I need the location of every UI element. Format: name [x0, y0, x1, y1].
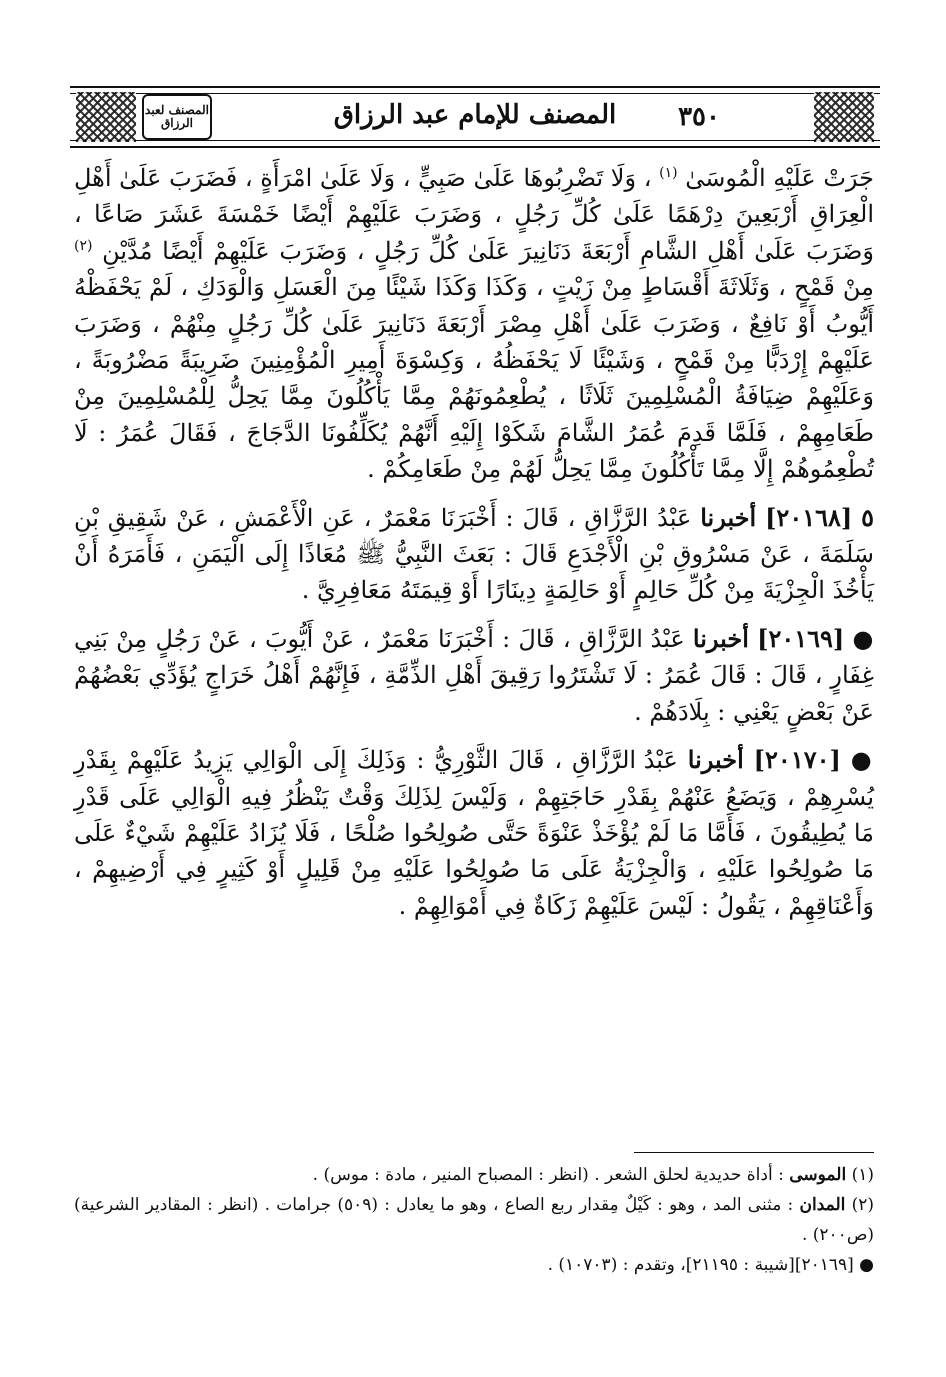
- footnotes: [74, 1160, 874, 1280]
- footnote-text: : أداة حديدية لحلق الشعر . (انظر : المصباح المنير ، مادة : موس) .: [312, 1165, 784, 1185]
- seal-left-text: المصنف لعبد الرزاق: [145, 103, 209, 130]
- footnote-3: [74, 1250, 874, 1280]
- footnote-text: [٢٠١٦٩][شيبة : ٢١١٩٥]، وتقدم : (١٠٧٠٣) .: [547, 1255, 854, 1275]
- header-title: المصنف للإمام عبد الرزاق: [333, 100, 617, 130]
- akhbarana-label: أخبرنا: [687, 745, 744, 775]
- hadith-bullet-icon: ●: [852, 623, 874, 653]
- hadith-text: عَبْدُ الرَّزَّاقِ ، قَالَ الثَّوْرِيُّ : وَذَلِكَ إِلَى الْوَالِي يَزِيدُ عَلَيْهِمْ بِقَدْرِ يُسْرِهِمْ ، وَيَضَعُ عَنْهُمْ بِقَدْرِ حَاجَتِهِمْ ، وَلَيْسَ لِذَلِكَ وَقْتٌ يَنْظُرُ فِيهِ الْوَالِي عَلَى قَدْرِ مَا يُطِيقُونَ ، فَأَمَّا مَا لَمْ يُؤْخَذْ عَنْوَةً حَتَّى صُولِحُوا صُلْحًا ، فَلَا يُزَادُ عَلَيْهِمْ شَيْءٌ عَلَى مَا صُولِحُوا عَلَيْهِ ، وَالْجِزْيَةُ عَلَى مَا صُولِحُوا عَلَيْهِ مِنْ قَلِيلٍ أَوْ كَثِيرٍ فِي أَرْضِيهِمْ ، وَأَعْنَاقِهِمْ ، يَقُولُ : لَيْسَ عَلَيْهِمْ زَكَاةٌ فِي أَمْوَالِهِمْ .: [74, 746, 874, 920]
- hadith-20170: [74, 742, 874, 924]
- hadith-bullet-icon: ●: [850, 745, 874, 775]
- akhbarana-label: أخبرنا: [692, 623, 749, 653]
- footnote-2: [74, 1190, 874, 1250]
- footnote-bullet-icon: ●: [859, 1255, 874, 1275]
- footnote-text: : مثنى المد ، وهو : كَيْلٌ مِقدار ربع الصاع ، وهو ما يعادل : (٥٠٩) جرامات . (انظر : المقادير الشرعية) (ص٢٠٠) .: [74, 1195, 874, 1245]
- hadith-number: [٢٠١٦٩]: [757, 623, 845, 653]
- footnote-number: (١): [851, 1165, 874, 1185]
- paragraph-continuation: [74, 160, 874, 488]
- para1-start: جَرَتْ عَلَيْهِ الْمُوسَىٰ: [685, 164, 874, 192]
- hadith-marker-icon: ٥: [861, 502, 874, 532]
- main-text: [74, 160, 874, 924]
- hadith-number: [٢٠١٦٨]: [765, 502, 853, 532]
- page-number: ٣٥٠: [678, 102, 720, 132]
- footnote-separator: [634, 1152, 874, 1153]
- hadith-text: عَبْدُ الرَّزَّاقِ ، قَالَ : أَخْبَرَنَا مَعْمَرٌ ، عَنِ الْأَعْمَشِ ، عَنْ شَقِيقِ بْنِ سَلَمَةَ ، عَنْ مَسْرُوقِ بْنِ الْأَجْدَعِ قَالَ : بَعَثَ النَّبِيُّ ﷺ مُعَاذًا إِلَى الْيَمَنِ ، فَأَمَرَهُ أَنْ يَأْخُذَ الْجِزْيَةَ مِنْ كُلِّ حَالِمٍ أَوْ حَالِمَةٍ دِينَارًا أَوْ قِيمَتَهُ مَعَافِرِيَّ .: [74, 503, 874, 605]
- footnote-term: المدان: [799, 1195, 846, 1215]
- hadith-20169: [74, 621, 874, 730]
- footnote-marker-2: (٢): [74, 237, 93, 254]
- hadith-20168: [74, 500, 874, 609]
- footnote-marker-1: (١): [659, 165, 678, 181]
- hadith-number: [٢٠١٧٠]: [753, 745, 841, 775]
- footnote-1: [74, 1160, 874, 1190]
- hadith-text: عَبْدُ الرَّزَّاقِ ، قَالَ : أَخْبَرَنَا مَعْمَرٌ ، عَنْ أَيُّوبَ ، عَنْ رَجُلٍ مِنْ بَنِي غِفَارٍ ، قَالَ : قَالَ عُمَرُ : لَا تَشْتَرُوا رَقِيقَ أَهْلِ الذِّمَّةِ ، فَإِنَّهُمْ أَهْلُ خَرَاجٍ يُؤَدِّي بَعْضُهُمْ عَنْ بَعْضٍ يَعْنِي : بِلَادَهُمْ .: [74, 624, 874, 726]
- para1-end: مِنْ قَمْحٍ ، وَثَلَاثَةَ أَقْسَاطٍ مِنْ زَيْتٍ ، وَكَذَا وَكَذَا شَيْئًا مِنَ الْعَسَلِ وَالْوَدَكِ ، لَمْ يَحْفَظْهُ أَيُّوبُ أَوْ نَافِعٌ ، وَضَرَبَ عَلَىٰ أَهْلِ مِصْرَ أَرْبَعَةَ دَنَانِيرَ عَلَىٰ كُلِّ رَجُلٍ مِنْهُمْ ، وَضَرَبَ عَلَيْهِمْ إِرْدَبًّا مِنْ قَمْحٍ ، وَشَيْئًا لَا يَحْفَظُهُ ، وَكِسْوَةَ أَمِيرِ الْمُؤْمِنِينَ ضَرِيبَةً مَضْرُوبَةً ، وَعَلَيْهِمْ ضِيَافَةُ الْمُسْلِمِينَ ثَلَاثًا ، يُطْعِمُونَهُمْ مِمَّا يَأْكُلُونَ مِمَّا يَحِلُّ لِلْمُسْلِمِينَ مِنْ طَعَامِهِمْ ، فَلَمَّا قَدِمَ عُمَرُ الشَّامَ شَكَوْا إِلَيْهِ أَنَّهُمْ يُكَلِّفُونَا الدَّجَاجَ ، فَقَالَ عُمَرُ : لَا تُطْعِمُوهُمْ إِلَّا مِمَّا تَأْكُلُونَ مِمَّا يَحِلُّ لَهُمْ مِنْ طَعَامِكُمْ .: [74, 273, 874, 484]
- akhbarana-label: أخبرنا: [700, 502, 757, 532]
- footnote-term: الموسى: [789, 1165, 847, 1185]
- footnote-number: (٢): [851, 1195, 875, 1215]
- para1-middle: ، وَلَا تَضْرِبُوهَا عَلَىٰ صَبِيٍّ ، وَلَا عَلَىٰ امْرَأَةٍ ، فَضَرَبَ عَلَىٰ أَهْلِ الْعِرَاقِ أَرْبَعِينَ دِرْهَمًا عَلَىٰ كُلِّ رَجُلٍ ، وَضَرَبَ عَلَيْهِمْ أَيْضًا خَمْسَةَ عَشَرَ صَاعًا ، وَضَرَبَ عَلَىٰ أَهْلِ الشَّامِ أَرْبَعَةَ دَنَانِيرَ عَلَىٰ كُلِّ رَجُلٍ ، وَضَرَبَ عَلَيْهِمْ أَيْضًا مُدَّيْنِ: [74, 164, 874, 265]
- running-header: [70, 86, 880, 148]
